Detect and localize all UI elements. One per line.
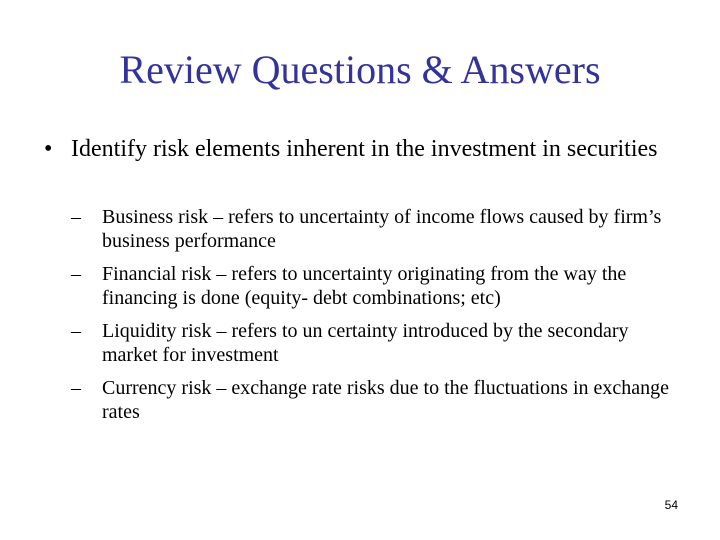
dash-marker: – (71, 206, 81, 228)
sub-bullet-text: Financial risk – refers to uncertainty originating from the way the financing is done (equity- debt combinations; etc) (102, 263, 627, 309)
page-number: 54 (664, 498, 678, 512)
sub-bullet-business-risk (71, 205, 671, 253)
dash-marker: – (71, 263, 81, 285)
sub-bullet-text: Liquidity risk – refers to un certainty introduced by the secondary market for investment (102, 320, 629, 366)
dash-marker: – (71, 377, 81, 399)
sub-bullet-text: Currency risk – exchange rate risks due to the fluctuations in exchange rates (102, 377, 670, 423)
bullet-marker: • (44, 136, 53, 162)
sub-bullet-financial-risk (71, 262, 671, 310)
main-bullet-text: Identify risk elements inherent in the investment in securities (71, 136, 658, 162)
sub-bullet-currency-risk (71, 376, 671, 424)
dash-marker: – (71, 320, 81, 342)
sub-bullet-text: Business risk – refers to uncertainty of income flows caused by firm’s business performance (102, 206, 662, 252)
main-bullet (44, 134, 664, 164)
sub-bullet-list (71, 205, 671, 433)
slide-title: Review Questions & Answers (119, 47, 601, 92)
sub-bullet-liquidity-risk (71, 319, 671, 367)
